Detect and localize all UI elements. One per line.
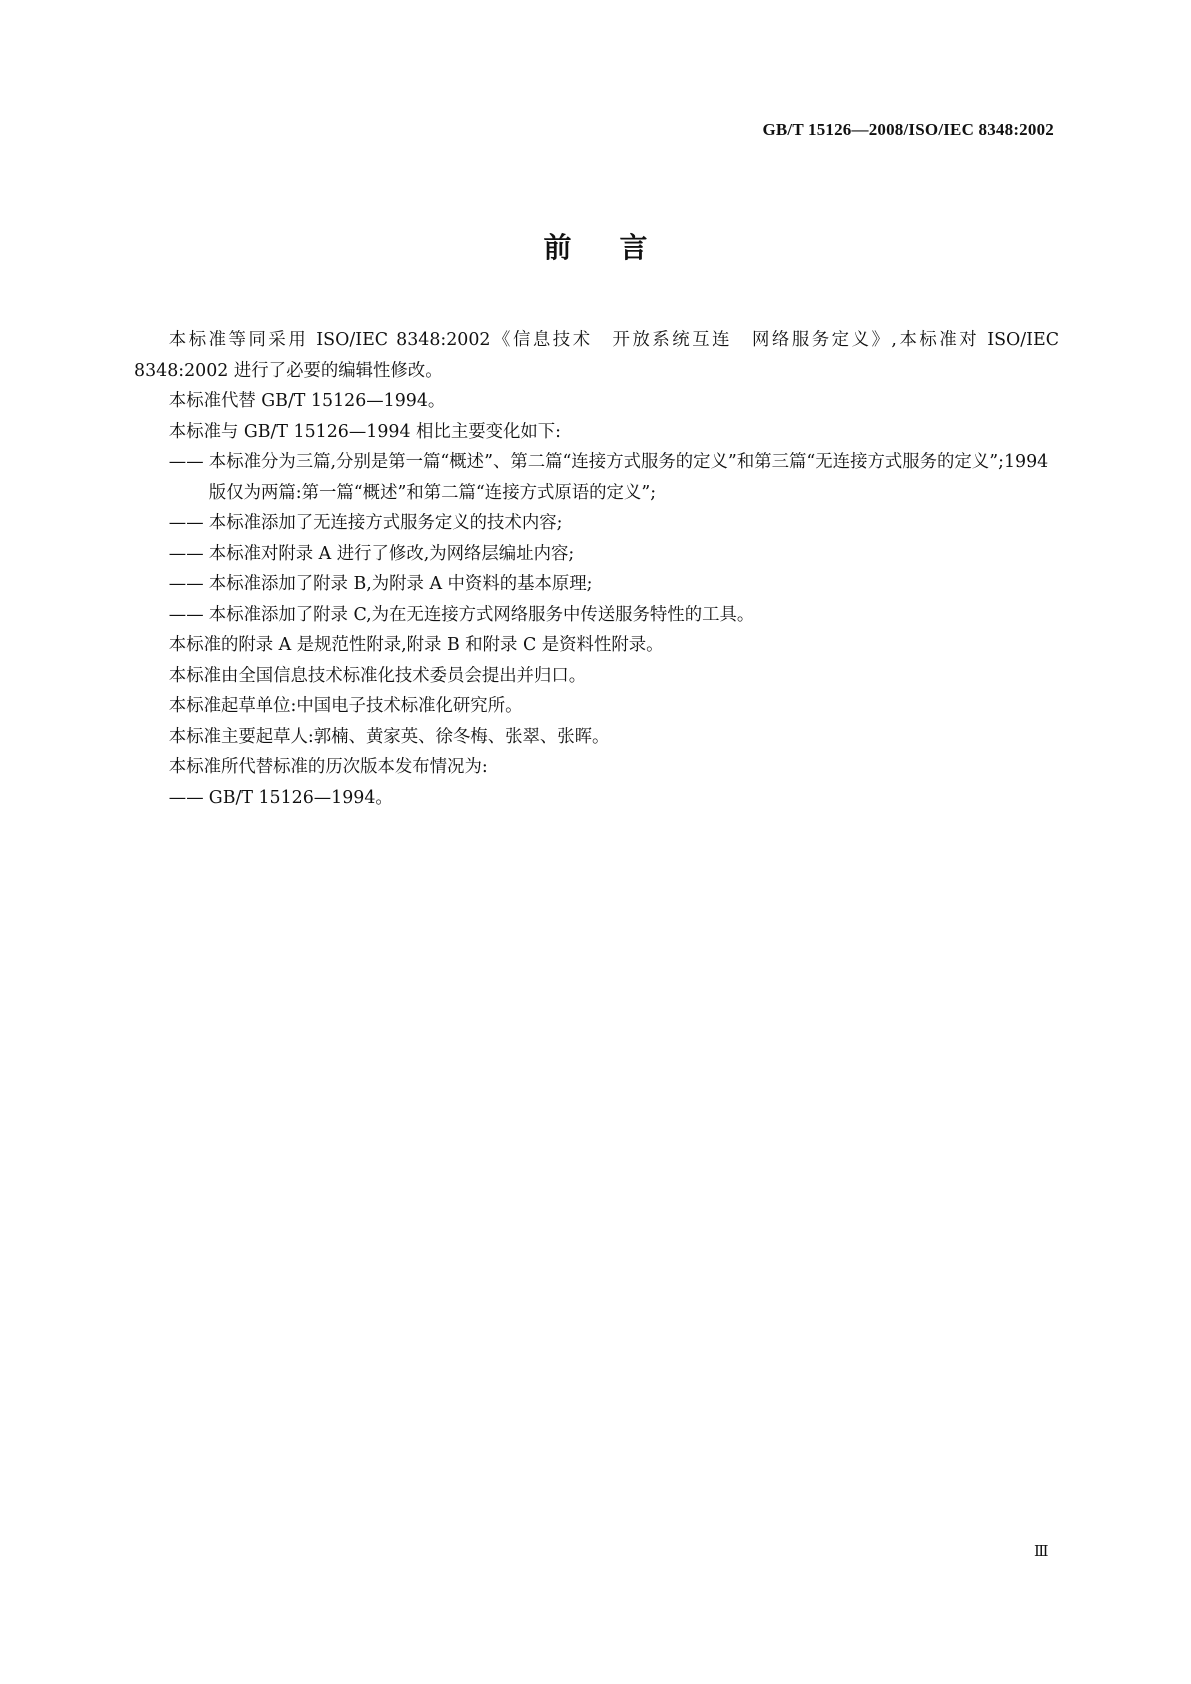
page-title: 前言 <box>543 231 696 264</box>
foreword-body <box>134 325 1059 813</box>
dash-marker: —— <box>168 513 204 533</box>
change-item-text: 本标准对附录 A 进行了修改,为网络层编址内容; <box>208 543 575 564</box>
paragraph-history-intro: 本标准所代替标准的历次版本发布情况为: <box>168 757 488 777</box>
change-item-text: 本标准添加了无连接方式服务定义的技术内容; <box>208 513 563 533</box>
dash-marker: —— <box>168 452 204 472</box>
change-item-text: 本标准分为三篇,分别是第一篇“概述”、第二篇“连接方式服务的定义”和第三篇“无连接方式服务的定义”;1994 版仅为两篇:第一篇“概述”和第二篇“连接方式原语的定义”; <box>208 452 1049 503</box>
paragraph-proposer: 本标准由全国信息技术标准化技术委员会提出并归口。 <box>168 665 587 686</box>
change-item <box>134 508 1059 539</box>
change-item <box>134 539 1059 570</box>
paragraph-drafters: 本标准主要起草人:郭楠、黄家英、徐冬梅、张翠、张晖。 <box>168 726 610 747</box>
paragraph-adoption: 本标准等同采用 ISO/IEC 8348:2002《信息技术 开放系统互连 网络服务定义》,本标准对 ISO/IEC 8348:2002 进行了必要的编辑性修改。 <box>134 330 1059 381</box>
change-item <box>134 600 1059 631</box>
change-item <box>134 447 1059 508</box>
dash-marker: —— <box>168 604 204 625</box>
dash-marker: —— <box>168 543 204 564</box>
paragraph-changes-intro: 本标准与 GB/T 15126—1994 相比主要变化如下: <box>168 421 562 442</box>
history-item-text: GB/T 15126—1994。 <box>208 787 393 808</box>
change-item-text: 本标准添加了附录 B,为附录 A 中资料的基本原理; <box>208 574 593 594</box>
paragraph-drafting-unit: 本标准起草单位:中国电子技术标准化研究所。 <box>168 696 523 716</box>
change-item-text: 本标准添加了附录 C,为在无连接方式网络服务中传送服务特性的工具。 <box>208 604 755 625</box>
page-number: Ⅲ <box>1034 1544 1048 1560</box>
paragraph-replaces: 本标准代替 GB/T 15126—1994。 <box>168 391 446 411</box>
change-item <box>134 569 1059 600</box>
history-item <box>134 783 1059 814</box>
dash-marker: —— <box>168 574 204 594</box>
dash-marker: —— <box>168 787 204 808</box>
standard-number-header: GB/T 15126—2008/ISO/IEC 8348:2002 <box>762 120 1054 139</box>
paragraph-annex-status: 本标准的附录 A 是规范性附录,附录 B 和附录 C 是资料性附录。 <box>168 635 664 655</box>
